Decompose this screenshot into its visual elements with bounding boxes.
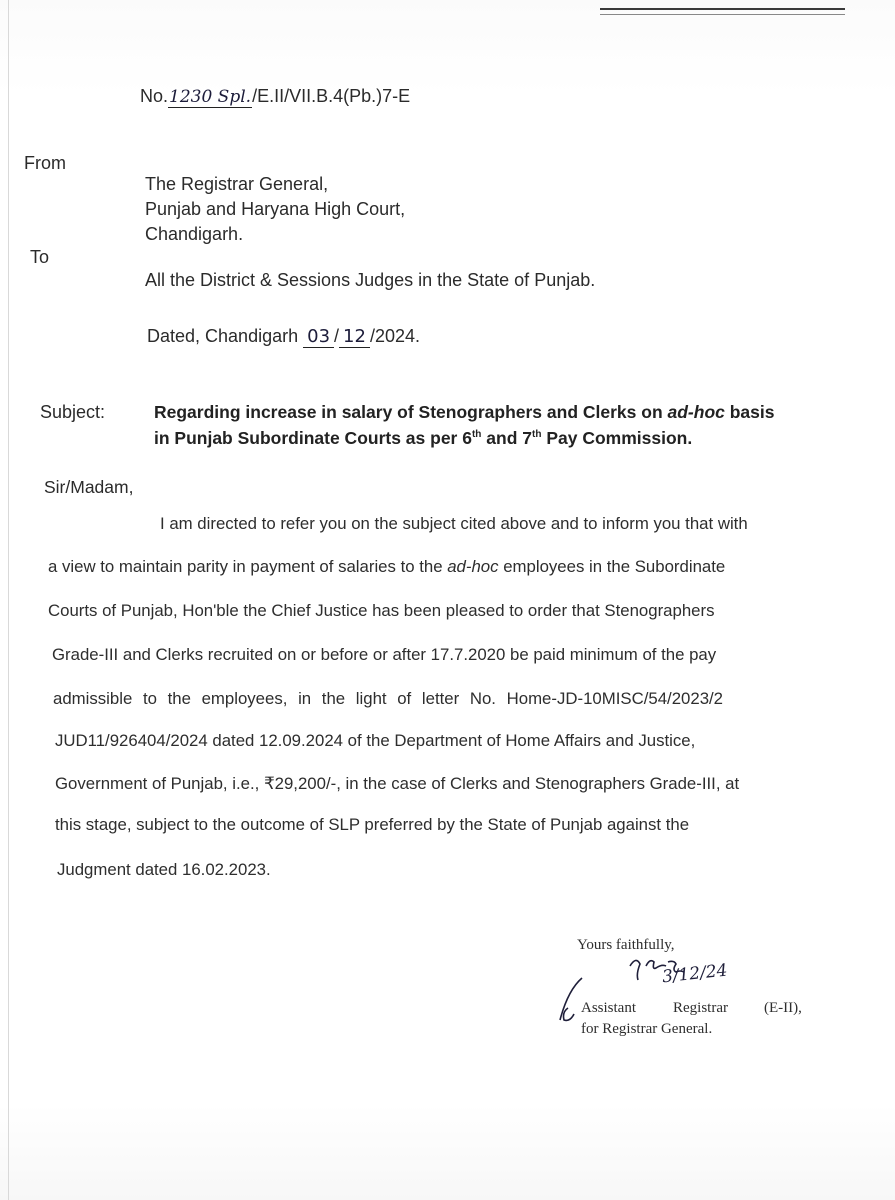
- dated-year: /2024.: [369, 326, 420, 346]
- reference-prefix: No.: [140, 86, 169, 106]
- subject-sup-2: th: [532, 429, 542, 441]
- body-line-3: Courts of Punjab, Hon'ble the Chief Justice has been pleased to order that Stenographers: [48, 601, 715, 620]
- body-line-4: Grade-III and Clerks recruited on or before or after 17.7.2020 be paid minimum of the pay: [52, 645, 717, 664]
- subject-sup-1: th: [471, 429, 482, 441]
- dated-day: 03: [303, 326, 334, 348]
- to-label: To: [30, 247, 50, 267]
- body-line-9: Judgment dated 16.02.2023.: [57, 860, 271, 879]
- signatory-title-b: Registrar: [673, 1000, 728, 1016]
- reference-number: [140, 86, 410, 107]
- salutation: Sir/Madam,: [44, 477, 134, 497]
- page-edge-left: [8, 0, 9, 1200]
- subject-line-1-text: Regarding increase in salary of Stenographers and Clerks on: [154, 402, 668, 422]
- body-line-2-end: employees in the Subordinate: [498, 557, 726, 576]
- subject-line-2-mid: and 7: [481, 428, 532, 448]
- body-line-2: [48, 557, 725, 577]
- from-line-1: The Registrar General,: [145, 174, 329, 194]
- closing: Yours faithfully,: [577, 937, 675, 953]
- subject-label: Subject:: [40, 402, 106, 422]
- from-label: From: [24, 153, 66, 173]
- body-line-5: admissible to the employees, in the light of letter No. Home-JD-10MISC/54/2023/2: [53, 689, 724, 708]
- dated-month: 12: [339, 326, 370, 348]
- reference-handwritten: 1230 Spl.: [169, 87, 252, 107]
- subject-line-1: [154, 402, 775, 423]
- signatory-for-line: for Registrar General.: [581, 1021, 713, 1037]
- dated-prefix: Dated, Chandigarh: [147, 326, 299, 346]
- signature-date: 3/12/24: [661, 960, 729, 988]
- subject-line-2-text: in Punjab Subordinate Courts as per 6: [154, 428, 472, 448]
- signatory-title-a: Assistant: [581, 1000, 637, 1016]
- from-line-3: Chandigarh.: [145, 224, 244, 244]
- signatory-title-c: (E-II),: [764, 1000, 802, 1016]
- from-line-2: Punjab and Haryana High Court,: [145, 199, 406, 219]
- subject-adhoc: ad-hoc: [667, 402, 725, 422]
- to-line: All the District & Sessions Judges in the State of Punjab.: [145, 270, 596, 290]
- reference-suffix: /E.II/VII.B.4(Pb.)7-E: [252, 86, 411, 106]
- dated-line: Dated, Chandigarh 03 / 12 /2024.: [147, 326, 420, 347]
- subject-line-2-end: Pay Commission.: [541, 428, 693, 448]
- body-line-1: I am directed to refer you on the subject cited above and to inform you that with: [160, 514, 748, 533]
- page-edge-top: [600, 8, 845, 15]
- body-line-7: Government of Punjab, i.e., ₹29,200/-, in the case of Clerks and Stenographers Grade-III, at: [55, 774, 740, 793]
- body-line-6: JUD11/926404/2024 dated 12.09.2024 of the Department of Home Affairs and Justice,: [55, 731, 696, 750]
- subject-line-1-end: basis: [724, 402, 775, 422]
- subject-line-2: [154, 428, 692, 449]
- body-line-2-text: a view to maintain parity in payment of salaries to the: [48, 557, 448, 576]
- body-line-8: this stage, subject to the outcome of SLP preferred by the State of Punjab against the: [55, 815, 690, 834]
- body-adhoc: ad-hoc: [447, 557, 499, 576]
